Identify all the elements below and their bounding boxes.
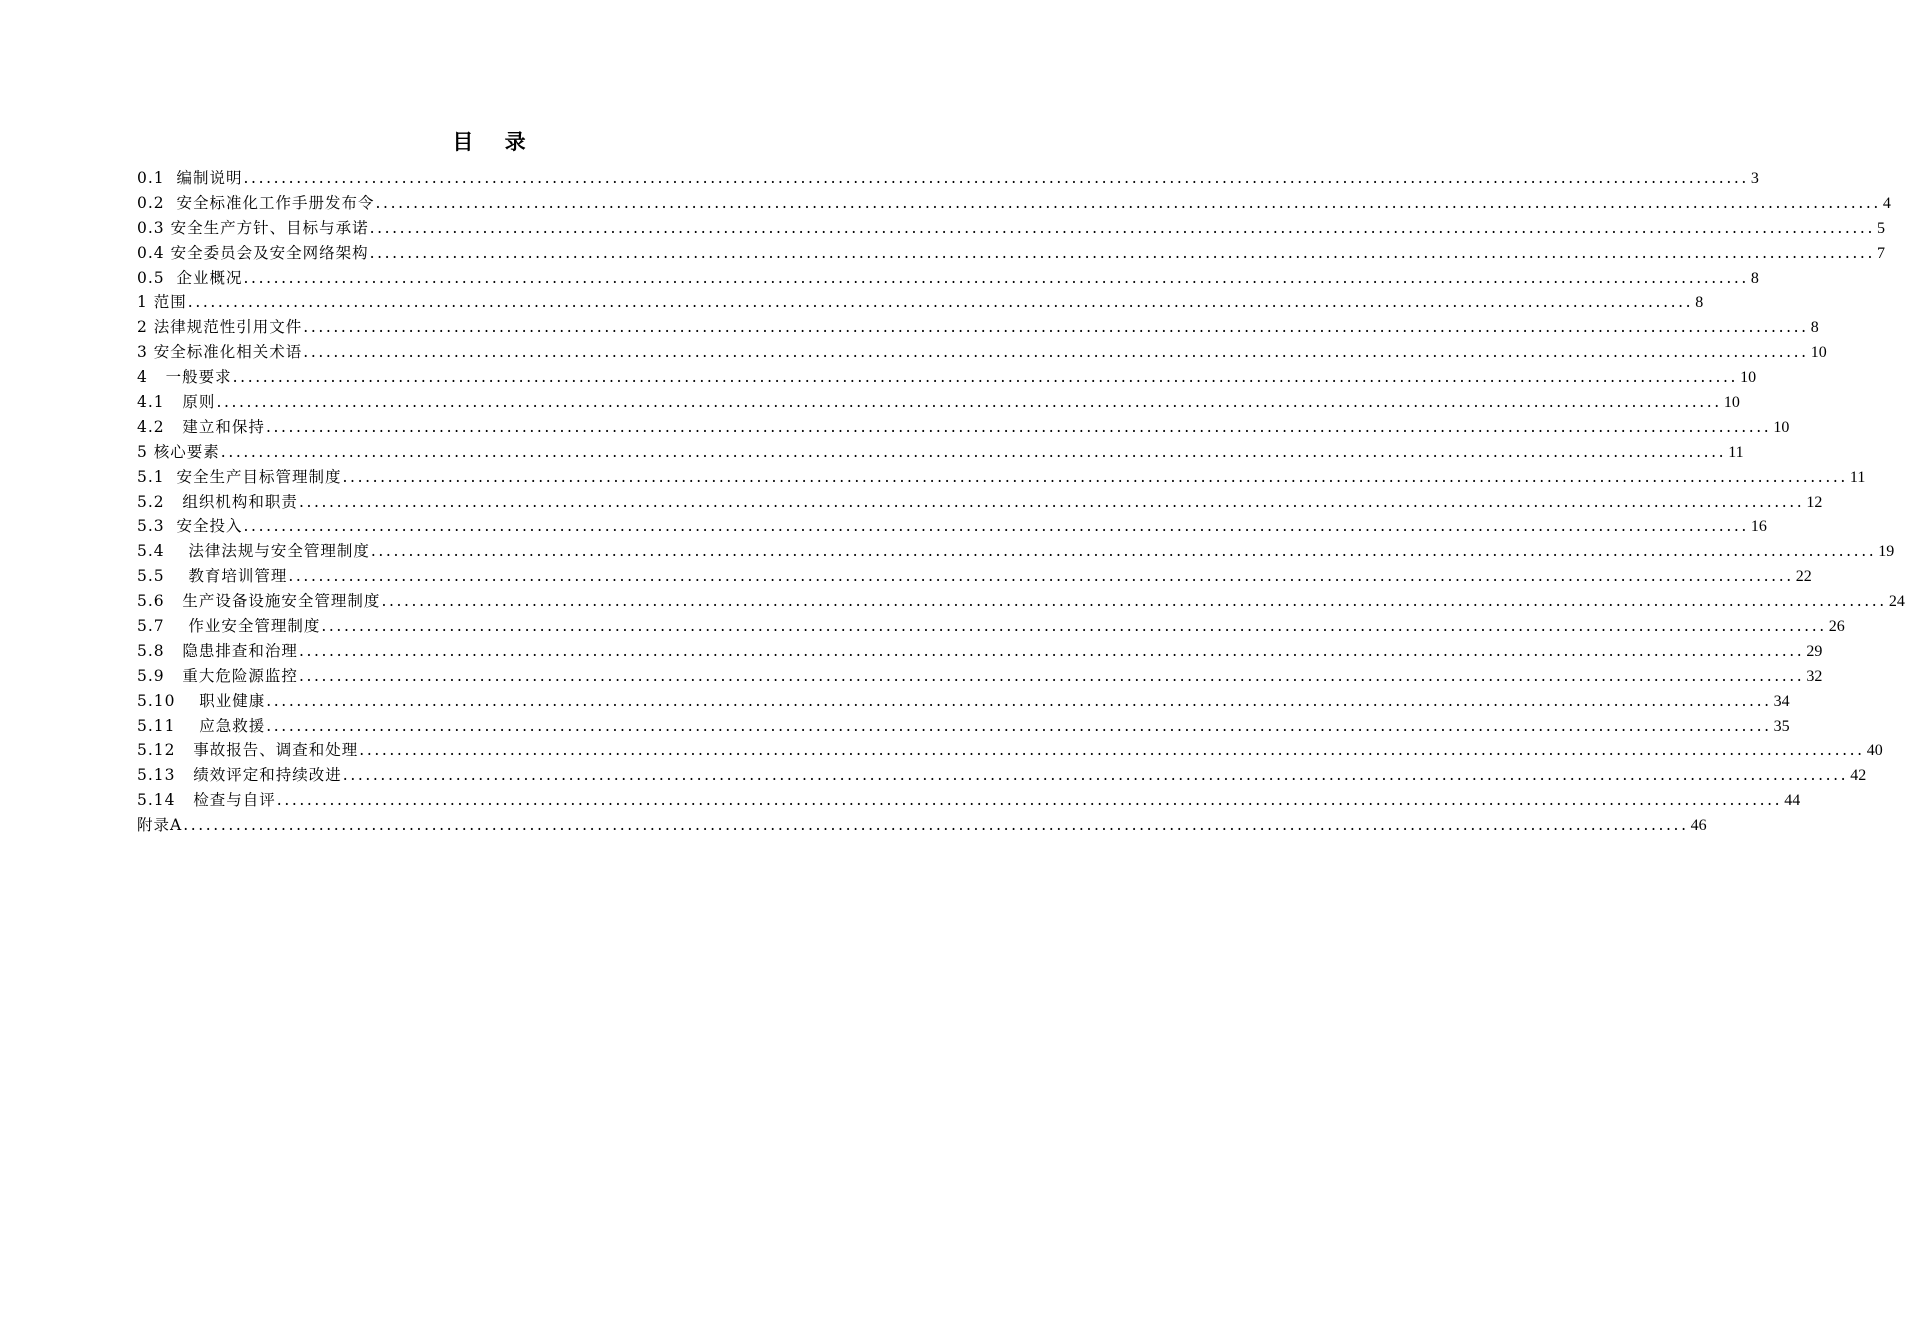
toc-entry[interactable]: [137, 490, 1823, 515]
toc-entry-page: 7: [1876, 244, 1885, 262]
toc-entry-page: 11: [1728, 443, 1744, 461]
toc-entry-page: 19: [1878, 543, 1895, 561]
toc-leader-dots: ........................................................................................................................................................................................................: [303, 318, 1809, 337]
toc-leader-dots: ........................................................................................................................................................................................................: [216, 393, 1722, 412]
toc-entry[interactable]: [137, 290, 1704, 315]
toc-entry-label: 0.4 安全委员会及安全网络架构: [137, 243, 369, 262]
toc-entry-label: 5.2 组织机构和职责: [137, 492, 298, 511]
toc-entry[interactable]: [137, 738, 1883, 763]
toc-entry-page: 10: [1740, 369, 1757, 387]
toc-leader-dots: ........................................................................................................................................................................................................: [303, 343, 1809, 362]
toc-leader-dots: ........................................................................................................................................................................................................: [276, 791, 1783, 810]
toc-entry-page: 5: [1876, 219, 1885, 237]
toc-entry-label: 4.2 建立和保持: [137, 417, 265, 436]
toc-entry[interactable]: [137, 539, 1895, 564]
toc-entry[interactable]: [137, 415, 1790, 440]
toc-entry-page: 8: [1695, 294, 1704, 312]
toc-entry[interactable]: [137, 763, 1867, 788]
toc-entry-page: 24: [1888, 593, 1905, 611]
toc-entry-page: 4: [1882, 194, 1891, 212]
toc-leader-dots: ........................................................................................................................................................................................................: [321, 617, 1827, 636]
toc-entry-label: 5.9 重大危险源监控: [137, 666, 298, 685]
toc-list: [137, 166, 1905, 838]
toc-entry-label: 5.3 安全投入: [137, 517, 243, 536]
toc-leader-dots: ........................................................................................................................................................................................................: [342, 766, 1849, 785]
toc-entry-page: 12: [1806, 493, 1823, 511]
toc-leader-dots: ........................................................................................................................................................................................................: [232, 368, 1739, 387]
toc-entry-label: 5.13 绩效评定和持续改进: [137, 766, 342, 785]
toc-entry[interactable]: [137, 639, 1823, 664]
toc-entry-page: 3: [1750, 170, 1759, 187]
toc-entry-page: 29: [1806, 642, 1823, 660]
toc-leader-dots: ........................................................................................................................................................................................................: [381, 592, 1887, 611]
toc-leader-dots: ........................................................................................................................................................................................................: [243, 268, 1749, 287]
toc-entry-label: 0.2 安全标准化工作手册发布令: [137, 193, 375, 212]
toc-entry-label: 4.1 原则: [137, 393, 216, 412]
toc-leader-dots: ........................................................................................................................................................................................................: [370, 542, 1877, 561]
toc-entry-label: 5.7 作业安全管理制度: [137, 617, 321, 636]
toc-leader-dots: ........................................................................................................................................................................................................: [266, 691, 1772, 710]
toc-leader-dots: ........................................................................................................................................................................................................: [265, 417, 1772, 436]
toc-entry-label: 附录A: [137, 816, 183, 835]
toc-entry-label: 2 法律规范性引用文件: [137, 318, 303, 337]
toc-leader-dots: ........................................................................................................................................................................................................: [288, 567, 1794, 586]
toc-entry[interactable]: [137, 216, 1885, 241]
toc-entry-label: 0.3 安全生产方针、目标与承诺: [137, 218, 369, 237]
toc-leader-dots: ........................................................................................................................................................................................................: [342, 467, 1848, 486]
toc-entry-page: 32: [1806, 667, 1823, 685]
toc-entry-page: 16: [1750, 518, 1767, 536]
toc-entry[interactable]: [137, 166, 1759, 191]
toc-entry[interactable]: [137, 241, 1885, 266]
toc-leader-dots: ........................................................................................................................................................................................................: [369, 243, 1875, 262]
toc-entry-page: 8: [1750, 269, 1759, 287]
toc-entry-label: 5.12 事故报告、调查和处理: [137, 741, 359, 760]
toc-entry-label: 5.14 检查与自评: [137, 791, 276, 810]
toc-entry[interactable]: [137, 813, 1707, 838]
toc-leader-dots: ........................................................................................................................................................................................................: [243, 169, 1749, 187]
toc-leader-dots: ........................................................................................................................................................................................................: [187, 293, 1694, 312]
toc-entry[interactable]: [137, 689, 1790, 714]
toc-entry-page: 40: [1866, 742, 1883, 760]
toc-entry-label: 5 核心要素: [137, 442, 220, 461]
toc-entry-page: 42: [1850, 767, 1867, 785]
toc-leader-dots: ........................................................................................................................................................................................................: [369, 218, 1875, 237]
toc-leader-dots: ........................................................................................................................................................................................................: [375, 193, 1881, 212]
toc-entry-page: 34: [1773, 692, 1790, 710]
toc-entry-label: 5.11 应急救援: [137, 716, 266, 735]
toc-entry-page: 44: [1784, 792, 1801, 810]
toc-entry-label: 0.1 编制说明: [137, 169, 243, 187]
toc-entry-label: 5.8 隐患排查和治理: [137, 641, 298, 660]
toc-leader-dots: ........................................................................................................................................................................................................: [243, 517, 1749, 536]
toc-entry[interactable]: [137, 465, 1866, 490]
toc-entry-page: 8: [1810, 319, 1819, 337]
toc-entry-label: 5.10 职业健康: [137, 691, 266, 710]
toc-entry[interactable]: [137, 340, 1827, 365]
toc-leader-dots: ........................................................................................................................................................................................................: [298, 641, 1805, 660]
toc-entry[interactable]: [137, 788, 1801, 813]
toc-entry[interactable]: [137, 266, 1759, 291]
toc-entry[interactable]: [137, 614, 1845, 639]
toc-entry-label: 5.6 生产设备设施安全管理制度: [137, 592, 381, 611]
toc-leader-dots: ........................................................................................................................................................................................................: [220, 442, 1727, 461]
toc-entry[interactable]: [137, 664, 1823, 689]
toc-entry-label: 4 一般要求: [137, 368, 232, 387]
toc-entry[interactable]: [137, 564, 1812, 589]
toc-entry[interactable]: [137, 315, 1819, 340]
toc-entry-page: 11: [1849, 468, 1866, 486]
toc-leader-dots: ........................................................................................................................................................................................................: [359, 741, 1865, 760]
toc-entry[interactable]: [137, 390, 1740, 415]
toc-entry[interactable]: [137, 365, 1757, 390]
toc-title: 目 录: [452, 129, 538, 154]
toc-entry-page: 10: [1723, 394, 1740, 412]
toc-leader-dots: ........................................................................................................................................................................................................: [183, 816, 1689, 835]
toc-entry-page: 22: [1795, 568, 1812, 586]
toc-entry-page: 35: [1773, 717, 1790, 735]
toc-entry[interactable]: [137, 589, 1905, 614]
toc-entry[interactable]: [137, 191, 1891, 216]
toc-entry-label: 5.1 安全生产目标管理制度: [137, 467, 342, 486]
toc-leader-dots: ........................................................................................................................................................................................................: [298, 492, 1805, 511]
toc-entry[interactable]: [137, 714, 1790, 739]
toc-entry-label: 5.4 法律法规与安全管理制度: [137, 542, 370, 561]
toc-entry[interactable]: [137, 440, 1744, 465]
toc-entry-page: 46: [1690, 817, 1707, 835]
toc-entry-page: 10: [1773, 418, 1790, 436]
toc-entry-page: 26: [1828, 618, 1845, 636]
toc-entry-label: 5.5 教育培训管理: [137, 567, 288, 586]
toc-leader-dots: ........................................................................................................................................................................................................: [298, 666, 1805, 685]
toc-entry-label: 1 范围: [137, 293, 187, 312]
toc-entry[interactable]: [137, 514, 1767, 539]
toc-leader-dots: ........................................................................................................................................................................................................: [266, 716, 1772, 735]
toc-entry-page: 10: [1810, 344, 1827, 362]
toc-entry-label: 0.5 企业概况: [137, 268, 243, 287]
toc-entry-label: 3 安全标准化相关术语: [137, 343, 303, 362]
